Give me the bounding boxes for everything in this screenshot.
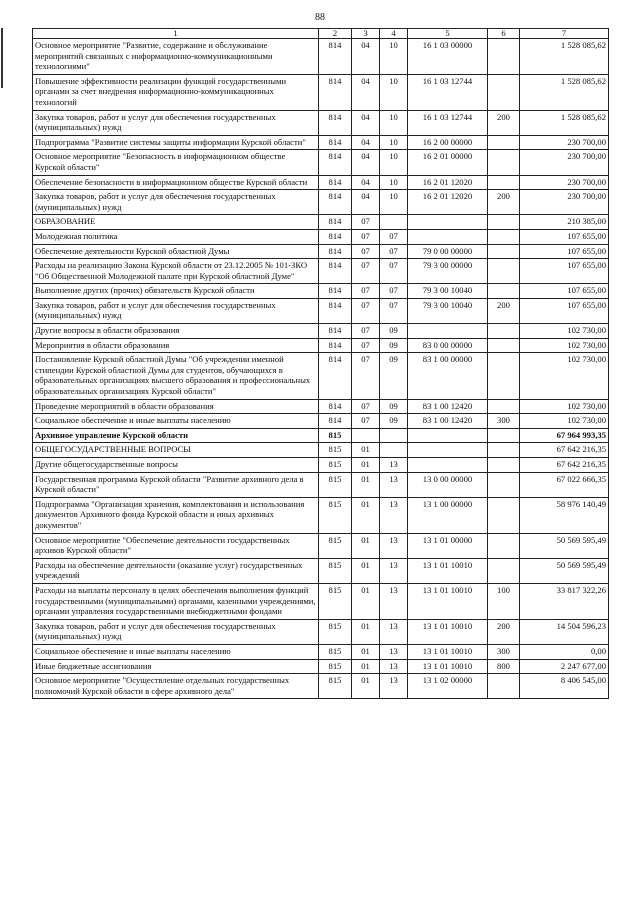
cell-section	[352, 428, 380, 443]
table-row	[33, 414, 609, 429]
cell-target-article: 83 1 00 12420	[408, 414, 488, 429]
cell-ministry-code: 814	[319, 259, 352, 284]
cell-subsection: 13	[380, 619, 408, 644]
cell-name: Основное мероприятие "Безопасность в информационном обществе Курской области"	[33, 150, 319, 175]
cell-target-article: 79 3 00 10040	[408, 284, 488, 299]
table-row	[33, 458, 609, 473]
cell-name: Расходы на выплаты персоналу в целях обеспечения выполнения функций государственными (муниципальными) органами, казенными учреждениями, органами управления государственными внебюджетными фондами	[33, 583, 319, 619]
table-row	[33, 229, 609, 244]
cell-expense-type	[488, 324, 520, 339]
cell-amount: 230 700,00	[520, 150, 609, 175]
header-row	[33, 29, 609, 39]
cell-expense-type	[488, 284, 520, 299]
cell-subsection: 09	[380, 353, 408, 399]
cell-amount: 67 642 216,35	[520, 458, 609, 473]
cell-subsection: 09	[380, 399, 408, 414]
cell-section: 01	[352, 533, 380, 558]
cell-name: Подпрограмма "Развитие системы защиты информации Курской области"	[33, 135, 319, 150]
cell-ministry-code: 814	[319, 353, 352, 399]
cell-name: Государственная программа Курской области "Развитие архивного дела в Курской области"	[33, 472, 319, 497]
cell-subsection: 07	[380, 298, 408, 323]
cell-subsection: 13	[380, 458, 408, 473]
cell-amount: 102 730,00	[520, 414, 609, 429]
cell-section: 01	[352, 497, 380, 533]
cell-target-article	[408, 458, 488, 473]
cell-section: 04	[352, 74, 380, 110]
cell-subsection: 13	[380, 497, 408, 533]
column-header: 4	[380, 29, 408, 39]
cell-ministry-code: 815	[319, 558, 352, 583]
cell-subsection	[380, 443, 408, 458]
cell-ministry-code: 814	[319, 110, 352, 135]
cell-target-article: 16 2 01 00000	[408, 150, 488, 175]
cell-subsection: 10	[380, 135, 408, 150]
cell-target-article: 83 1 00 00000	[408, 353, 488, 399]
cell-expense-type	[488, 150, 520, 175]
cell-name: Подпрограмма "Организация хранения, комплектования и использования документов Архивного фонда Курской области и иных архивных документов"	[33, 497, 319, 533]
cell-expense-type	[488, 443, 520, 458]
cell-expense-type	[488, 74, 520, 110]
cell-target-article: 16 2 01 12020	[408, 175, 488, 190]
cell-ministry-code: 815	[319, 674, 352, 699]
cell-section: 07	[352, 324, 380, 339]
cell-subsection: 09	[380, 338, 408, 353]
cell-ministry-code: 814	[319, 135, 352, 150]
cell-section: 01	[352, 472, 380, 497]
column-header: 2	[319, 29, 352, 39]
cell-section: 04	[352, 175, 380, 190]
cell-expense-type	[488, 39, 520, 75]
cell-name: ОБЩЕГОСУДАРСТВЕННЫЕ ВОПРОСЫ	[33, 443, 319, 458]
cell-name: Расходы на реализацию Закона Курской области от 23.12.2005 № 101-ЗКО "Об Общественной Молодежной палате при Курской областной Думе"	[33, 259, 319, 284]
cell-expense-type	[488, 338, 520, 353]
cell-subsection: 13	[380, 644, 408, 659]
cell-subsection: 13	[380, 583, 408, 619]
cell-name: Закупка товаров, работ и услуг для обеспечения государственных (муниципальных) нужд	[33, 298, 319, 323]
cell-target-article: 13 1 01 10010	[408, 583, 488, 619]
cell-ministry-code: 814	[319, 150, 352, 175]
cell-section: 01	[352, 619, 380, 644]
cell-name: Постановление Курской областной Думы "Об учреждении именной стипендии Курской областной Думы для студентов, обучающихся в образовательных организациях высшего образования и профессиональных образовательных организациях Курской области"	[33, 353, 319, 399]
cell-target-article: 13 1 01 10010	[408, 619, 488, 644]
cell-subsection: 10	[380, 74, 408, 110]
cell-expense-type	[488, 399, 520, 414]
cell-section: 01	[352, 644, 380, 659]
table-row	[33, 428, 609, 443]
cell-subsection: 10	[380, 175, 408, 190]
cell-expense-type: 200	[488, 298, 520, 323]
column-header: 6	[488, 29, 520, 39]
table-row	[33, 215, 609, 230]
cell-amount: 67 964 993,35	[520, 428, 609, 443]
table-row	[33, 472, 609, 497]
cell-target-article: 13 1 01 10010	[408, 558, 488, 583]
table-row	[33, 399, 609, 414]
cell-amount: 230 700,00	[520, 175, 609, 190]
cell-expense-type: 300	[488, 414, 520, 429]
cell-target-article: 16 1 03 12744	[408, 110, 488, 135]
cell-section: 07	[352, 229, 380, 244]
cell-ministry-code: 814	[319, 229, 352, 244]
cell-amount: 0,00	[520, 644, 609, 659]
cell-section: 01	[352, 458, 380, 473]
cell-expense-type	[488, 497, 520, 533]
cell-subsection: 13	[380, 558, 408, 583]
cell-section: 04	[352, 39, 380, 75]
table-row	[33, 583, 609, 619]
cell-name: Закупка товаров, работ и услуг для обеспечения государственных (муниципальных) нужд	[33, 110, 319, 135]
cell-target-article: 79 3 00 00000	[408, 259, 488, 284]
cell-target-article: 13 1 01 10010	[408, 659, 488, 674]
cell-amount: 102 730,00	[520, 338, 609, 353]
cell-expense-type: 100	[488, 583, 520, 619]
table-row	[33, 259, 609, 284]
cell-ministry-code: 815	[319, 428, 352, 443]
table-row	[33, 533, 609, 558]
cell-amount: 14 504 596,23	[520, 619, 609, 644]
cell-amount: 2 247 677,00	[520, 659, 609, 674]
cell-expense-type	[488, 558, 520, 583]
cell-expense-type	[488, 215, 520, 230]
cell-subsection	[380, 428, 408, 443]
cell-section: 01	[352, 443, 380, 458]
cell-expense-type: 200	[488, 190, 520, 215]
table-body	[33, 39, 609, 699]
cell-subsection	[380, 215, 408, 230]
cell-amount: 67 022 666,35	[520, 472, 609, 497]
cell-amount: 102 730,00	[520, 399, 609, 414]
cell-amount: 8 406 545,00	[520, 674, 609, 699]
cell-expense-type: 800	[488, 659, 520, 674]
cell-expense-type	[488, 353, 520, 399]
cell-ministry-code: 814	[319, 298, 352, 323]
cell-name: Молодежная политика	[33, 229, 319, 244]
table-row	[33, 284, 609, 299]
cell-subsection: 07	[380, 244, 408, 259]
table-row	[33, 674, 609, 699]
cell-target-article	[408, 428, 488, 443]
cell-target-article: 13 1 02 00000	[408, 674, 488, 699]
cell-target-article	[408, 443, 488, 458]
cell-ministry-code: 814	[319, 284, 352, 299]
cell-amount: 33 817 322,26	[520, 583, 609, 619]
page-number: 88	[315, 12, 325, 23]
cell-target-article: 79 3 00 10040	[408, 298, 488, 323]
cell-target-article: 13 0 00 00000	[408, 472, 488, 497]
cell-subsection: 07	[380, 284, 408, 299]
cell-section: 01	[352, 659, 380, 674]
table-row	[33, 443, 609, 458]
table-row	[33, 39, 609, 75]
table-row	[33, 324, 609, 339]
table-row	[33, 619, 609, 644]
cell-subsection: 09	[380, 414, 408, 429]
cell-ministry-code: 814	[319, 190, 352, 215]
cell-ministry-code: 814	[319, 414, 352, 429]
cell-ministry-code: 815	[319, 533, 352, 558]
cell-ministry-code: 815	[319, 583, 352, 619]
cell-target-article: 83 0 00 00000	[408, 338, 488, 353]
cell-amount: 210 385,00	[520, 215, 609, 230]
cell-expense-type: 200	[488, 110, 520, 135]
cell-name: Закупка товаров, работ и услуг для обеспечения государственных (муниципальных) нужд	[33, 190, 319, 215]
cell-ministry-code: 814	[319, 338, 352, 353]
table-row	[33, 558, 609, 583]
cell-target-article: 16 2 00 00000	[408, 135, 488, 150]
cell-name: Расходы на обеспечение деятельности (оказание услуг) государственных учреждений	[33, 558, 319, 583]
cell-target-article: 13 1 01 10010	[408, 644, 488, 659]
cell-section: 07	[352, 338, 380, 353]
cell-section: 04	[352, 150, 380, 175]
cell-subsection: 13	[380, 659, 408, 674]
cell-name: Социальное обеспечение и иные выплаты населению	[33, 414, 319, 429]
cell-amount: 102 730,00	[520, 324, 609, 339]
table-row	[33, 175, 609, 190]
cell-expense-type	[488, 175, 520, 190]
cell-name: Обеспечение безопасности в информационном обществе Курской области	[33, 175, 319, 190]
cell-section: 07	[352, 353, 380, 399]
cell-name: ОБРАЗОВАНИЕ	[33, 215, 319, 230]
table-row	[33, 497, 609, 533]
cell-target-article: 79 0 00 00000	[408, 244, 488, 259]
column-header: 3	[352, 29, 380, 39]
cell-section: 04	[352, 135, 380, 150]
cell-section: 07	[352, 215, 380, 230]
cell-ministry-code: 815	[319, 497, 352, 533]
cell-subsection: 09	[380, 324, 408, 339]
cell-name: Основное мероприятие "Обеспечение деятельности государственных архивов Курской области"	[33, 533, 319, 558]
cell-section: 07	[352, 414, 380, 429]
cell-amount: 50 569 595,49	[520, 533, 609, 558]
cell-subsection: 10	[380, 110, 408, 135]
budget-table	[32, 28, 609, 699]
cell-subsection: 07	[380, 259, 408, 284]
cell-section: 04	[352, 190, 380, 215]
cell-ministry-code: 815	[319, 644, 352, 659]
cell-subsection: 13	[380, 533, 408, 558]
cell-amount: 107 655,00	[520, 259, 609, 284]
cell-subsection: 10	[380, 39, 408, 75]
cell-subsection: 13	[380, 472, 408, 497]
cell-amount: 230 700,00	[520, 190, 609, 215]
cell-name: Архивное управление Курской области	[33, 428, 319, 443]
cell-expense-type	[488, 472, 520, 497]
cell-section: 07	[352, 284, 380, 299]
cell-name: Повышение эффективности реализации функций государственными органами за счет внедрения информационно-коммуникационных технологий	[33, 74, 319, 110]
cell-ministry-code: 814	[319, 215, 352, 230]
cell-name: Социальное обеспечение и иные выплаты населению	[33, 644, 319, 659]
cell-amount: 50 569 595,49	[520, 558, 609, 583]
cell-expense-type: 200	[488, 619, 520, 644]
cell-section: 07	[352, 399, 380, 414]
cell-section: 01	[352, 583, 380, 619]
cell-section: 01	[352, 558, 380, 583]
cell-ministry-code: 814	[319, 244, 352, 259]
cell-target-article: 13 1 01 00000	[408, 533, 488, 558]
cell-target-article	[408, 229, 488, 244]
cell-amount: 1 528 085,62	[520, 74, 609, 110]
column-header: 1	[33, 29, 319, 39]
cell-expense-type	[488, 428, 520, 443]
cell-section: 07	[352, 298, 380, 323]
cell-ministry-code: 815	[319, 619, 352, 644]
cell-target-article	[408, 324, 488, 339]
cell-ministry-code: 815	[319, 659, 352, 674]
table-row	[33, 298, 609, 323]
column-header: 5	[408, 29, 488, 39]
cell-expense-type	[488, 533, 520, 558]
cell-expense-type	[488, 674, 520, 699]
cell-expense-type	[488, 229, 520, 244]
cell-amount: 107 655,00	[520, 229, 609, 244]
table-row	[33, 110, 609, 135]
table-row	[33, 338, 609, 353]
cell-amount: 107 655,00	[520, 244, 609, 259]
cell-name: Проведение мероприятий в области образования	[33, 399, 319, 414]
cell-name: Основное мероприятие "Развитие, содержание и обслуживание мероприятий связанных с информационно-коммуникационными технологиями"	[33, 39, 319, 75]
cell-target-article: 13 1 00 00000	[408, 497, 488, 533]
cell-expense-type	[488, 259, 520, 284]
cell-amount: 107 655,00	[520, 298, 609, 323]
cell-section: 07	[352, 259, 380, 284]
cell-amount: 58 976 140,49	[520, 497, 609, 533]
cell-ministry-code: 814	[319, 74, 352, 110]
cell-ministry-code: 815	[319, 458, 352, 473]
table-row	[33, 150, 609, 175]
cell-subsection: 07	[380, 229, 408, 244]
cell-subsection: 10	[380, 150, 408, 175]
cell-name: Выполнение других (прочих) обязательств Курской области	[33, 284, 319, 299]
cell-subsection: 10	[380, 190, 408, 215]
cell-ministry-code: 814	[319, 175, 352, 190]
table-row	[33, 244, 609, 259]
cell-ministry-code: 815	[319, 472, 352, 497]
cell-amount: 67 642 216,35	[520, 443, 609, 458]
table-row	[33, 353, 609, 399]
cell-amount: 230 700,00	[520, 135, 609, 150]
cell-target-article	[408, 215, 488, 230]
cell-ministry-code: 814	[319, 39, 352, 75]
cell-name: Основное мероприятие "Осуществление отдельных государственных полномочий Курской области в сфере архивного дела"	[33, 674, 319, 699]
table-row	[33, 644, 609, 659]
cell-ministry-code: 814	[319, 399, 352, 414]
cell-amount: 102 730,00	[520, 353, 609, 399]
cell-expense-type	[488, 458, 520, 473]
cell-name: Закупка товаров, работ и услуг для обеспечения государственных (муниципальных) нужд	[33, 619, 319, 644]
cell-target-article: 83 1 00 12420	[408, 399, 488, 414]
scan-edge-mark	[1, 28, 3, 88]
cell-section: 01	[352, 674, 380, 699]
cell-name: Другие вопросы в области образования	[33, 324, 319, 339]
cell-section: 07	[352, 244, 380, 259]
cell-expense-type: 300	[488, 644, 520, 659]
cell-target-article: 16 1 03 12744	[408, 74, 488, 110]
cell-ministry-code: 814	[319, 324, 352, 339]
cell-section: 04	[352, 110, 380, 135]
cell-expense-type	[488, 244, 520, 259]
cell-expense-type	[488, 135, 520, 150]
cell-name: Другие общегосударственные вопросы	[33, 458, 319, 473]
column-header: 7	[520, 29, 609, 39]
cell-amount: 107 655,00	[520, 284, 609, 299]
cell-ministry-code: 815	[319, 443, 352, 458]
cell-name: Мероприятия в области образования	[33, 338, 319, 353]
table-row	[33, 74, 609, 110]
cell-target-article: 16 1 03 00000	[408, 39, 488, 75]
cell-target-article: 16 2 01 12020	[408, 190, 488, 215]
table-row	[33, 659, 609, 674]
cell-subsection: 13	[380, 674, 408, 699]
table-row	[33, 190, 609, 215]
cell-amount: 1 528 085,62	[520, 110, 609, 135]
table-row	[33, 135, 609, 150]
cell-amount: 1 528 085,62	[520, 39, 609, 75]
cell-name: Иные бюджетные ассигнования	[33, 659, 319, 674]
cell-name: Обеспечение деятельности Курской областной Думы	[33, 244, 319, 259]
